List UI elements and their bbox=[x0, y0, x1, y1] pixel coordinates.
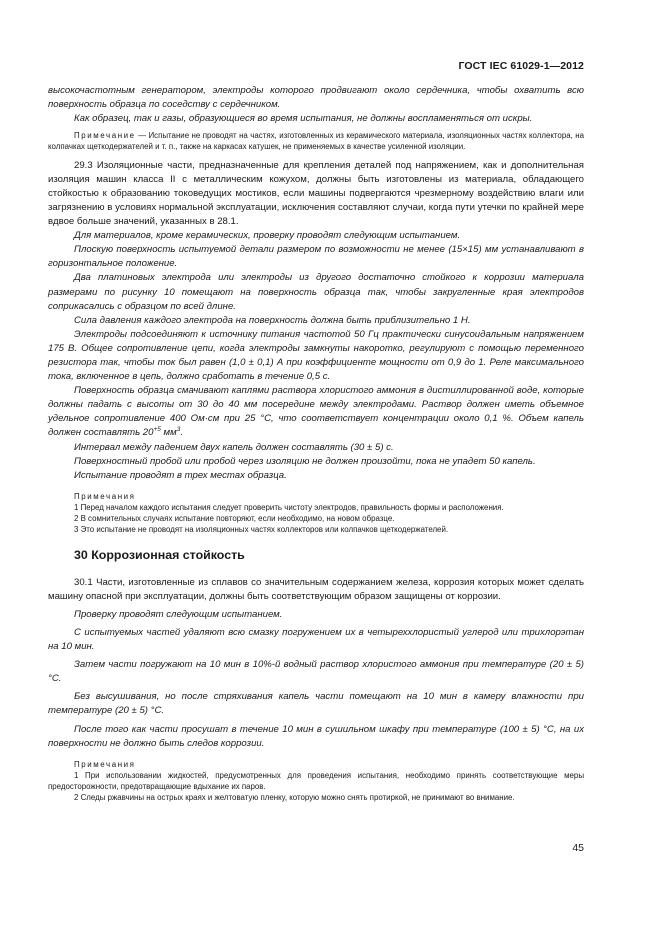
italic-paragraph: Без высушивания, но после стряхивания капель части помещают на 10 мин в камеру влажности при температуре (20 ± 5) °С. bbox=[48, 691, 584, 717]
italic-paragraph: С испытуемых частей удаляют всю смазку погружением их в четыреххлористый углерод или трихлорэтан на 10 мин. bbox=[48, 626, 584, 653]
italic-paragraph: Как образец, так и газы, образующиеся во время испытания, не должны воспламеняться от искры. bbox=[74, 113, 533, 125]
notes-label: Примечания bbox=[74, 759, 136, 769]
standard-header: ГОСТ IEC 61029-1—2012 bbox=[458, 60, 584, 72]
note-item: 2 Следы ржавчины на острых краях и желтоватую пленку, которую можно снять протиркой, не принимают во внимание. bbox=[74, 793, 515, 803]
italic-paragraph: Плоскую поверхность испытуемой детали размером по возможности не менее (15×15) мм устанавливают в горизонтальное положение. bbox=[48, 244, 584, 270]
italic-paragraph bbox=[48, 384, 584, 440]
note-item: 3 Это испытание не проводят на изоляционных частях коллекторов или колпачков щеткодержателей. bbox=[74, 525, 449, 535]
note-label: Примечание bbox=[74, 131, 136, 141]
section-title: 30 Коррозионная стойкость bbox=[74, 547, 245, 562]
note-item: 2 В сомнительных случаях испытание повторяют, если необходимо, на новом образце. bbox=[74, 514, 395, 524]
italic-paragraph: Поверхностный пробой или пробой через изоляцию не должен произойти, пока не упадет 50 капель. bbox=[74, 455, 536, 467]
continued-paragraph: высокочастотным генератором, электроды которого продвигают около сердечника, чтобы охватить всю поверхность образца по соседству с сердечником. bbox=[48, 85, 584, 111]
note-item: 1 Перед началом каждого испытания следует проверить чистоту электродов, правильность формы и расположения. bbox=[74, 503, 504, 513]
page-number: 45 bbox=[572, 842, 584, 854]
italic-paragraph: Проверку проводят следующим испытанием. bbox=[74, 608, 283, 620]
notes-label: Примечания bbox=[74, 491, 136, 501]
drop-text: Поверхность образца смачивают каплями раствора хлористого аммония в дистиллированной воде, которые должны падать с высоты от 30 до 40 мм посередине между электродами. Раствор должен иметь объемное удельное сопротивление 400 Ом·см при 25 °С, что соответствует концентрации около 0,1 %. Объем капель должен составлять 20 bbox=[48, 385, 584, 439]
italic-paragraph: Сила давления каждого электрода на поверхность должна быть приблизительно 1 Н. bbox=[74, 314, 471, 326]
italic-paragraph: Два платиновых электрода или электроды из другого достаточно стойкого к коррозии материала размерами по рисунку 10 помещают на поверхность образца так, чтобы закругленные края электродов соприкасались с образцом по всей длине. bbox=[48, 272, 584, 312]
italic-paragraph: Затем части погружают на 10 мин в 10%-й водный раствор хлористого аммония при температуре (20 ± 5) °С. bbox=[48, 659, 584, 685]
tolerance-sup: +5 bbox=[153, 426, 161, 434]
page-body bbox=[48, 84, 584, 804]
clause-30-1: 30.1 Части, изготовленные из сплавов со значительным содержанием железа, коррозия которых может сделать машину опасной при эксплуатации, должны быть соответствующим образом защищены от коррозии. bbox=[48, 576, 584, 602]
unit-text: мм bbox=[160, 427, 177, 439]
italic-paragraph: Интервал между падением двух капель должен составлять (30 ± 5) с. bbox=[74, 441, 394, 453]
italic-paragraph: После того как части просушат в течение 10 мин в сушильном шкафу при температуре (100 ± 5) °С, на их поверхности не должно быть следов коррозии. bbox=[48, 723, 584, 749]
italic-paragraph: Для материалов, кроме керамических, проверку проводят следующим испытанием. bbox=[74, 230, 461, 242]
note-text: — Испытание не проводят на частях, изготовленных из керамического материала, изоляционных частях коллектора, на колпачках щеткодержателей и т. п., также на каркасах катушек, не применяемых в качестве усиленной изоляции. bbox=[48, 131, 584, 152]
clause-29-3: 29.3 Изоляционные части, предназначенные для крепления деталей под напряжением, как и дополнительная изоляция машин класса II с металлическим кожухом, должны быть изготовлены из материала, обладающего стойкостью к образованию токоведущих мостиков, если машины подвергаются чрезмерному воздействию влаги или загрязнению в условиях нормальной эксплуатации, исключения составляют случаи, когда пути утечки по крайней мере вдвое больше значений, указанных в 28.1. bbox=[48, 159, 584, 228]
italic-paragraph: Испытание проводят в трех местах образца. bbox=[74, 469, 287, 481]
cube-sup: 3 bbox=[176, 426, 181, 434]
period-text: . bbox=[180, 427, 184, 439]
note-paragraph bbox=[48, 130, 584, 152]
note-item: 1 При использовании жидкостей, предусмотренных для проведения испытания, необходимо принять соответствующие меры предосторожности, предотвращающие вдыхание их паров. bbox=[48, 770, 584, 792]
italic-paragraph: Электроды подсоединяют к источнику питания частотой 50 Гц практически синусоидальным напряжением 175 В. Общее сопротивление цепи, когда электроды замкнуты накоротко, регулируют с помощью переменного резистора так, чтобы ток был равен (1,0 ± 0,1) А при коэффициенте мощности от 0,9 до 1. Реле максимального тока, включенное в цепь, должно сработать в течение 0,5 с. bbox=[48, 328, 584, 383]
